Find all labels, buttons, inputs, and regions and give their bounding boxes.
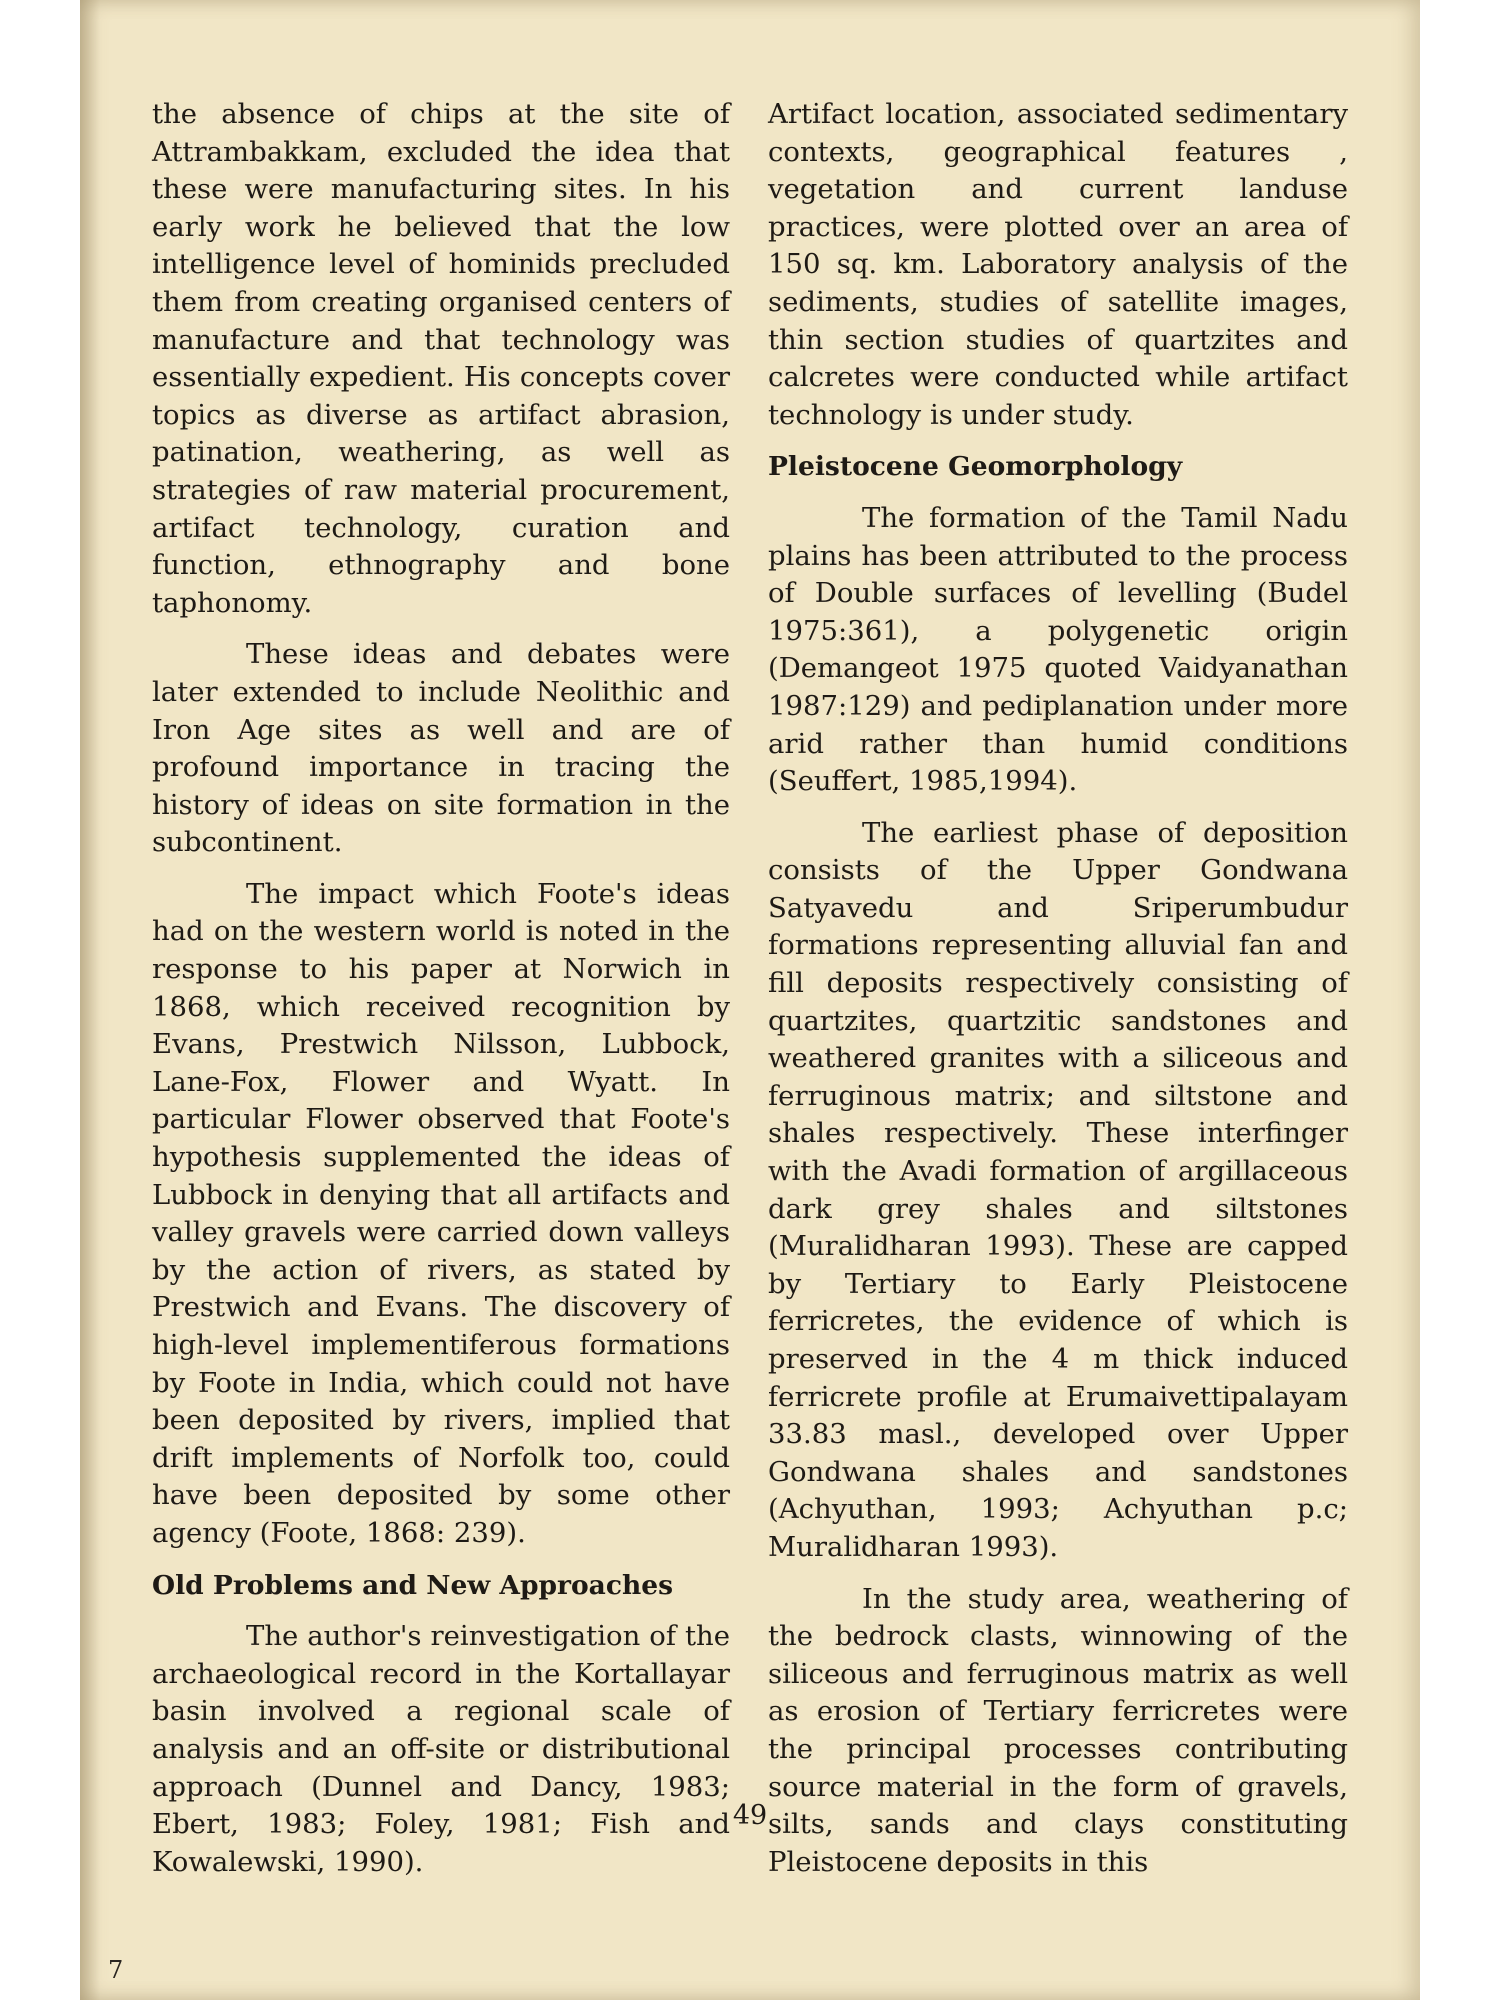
page-number: 49 [732, 1800, 768, 1831]
section-heading-old-problems: Old Problems and New Approaches [152, 1569, 674, 1601]
binding-shadow [80, 0, 100, 2000]
right-paragraph-2: The formation of the Tamil Nadu plains has been attributed to the process of Double surfaces of levelling (Budel 1975:361), a polygenetic origin (Demangeot 1975 quoted Vaidyanathan 1987:129) and pediplanation under more arid rather than humid conditions (Seuffert, 1985,1994). [768, 501, 1348, 798]
right-paragraph-4: In the study area, weathering of the bedrock clasts, winnowing of the siliceous and ferruginous matrix as well as erosion of Tertiary ferricretes were the principal processes contributing source material in the form of gravels, silts, sands and clays constituting Pleistocene deposits in this [768, 1582, 1348, 1878]
left-paragraph-2: These ideas and debates were later extended to include Neolithic and Iron Age sites as well and are of profound importance in tracing the history of ideas on site formation in the subcontinent. [152, 638, 730, 859]
margin-mark: 7 [108, 1956, 124, 1984]
right-paragraph-3: The earliest phase of deposition consists of the Upper Gondwana Satyavedu and Sriperumbudur formations representing alluvial fan and fill deposits respectively consisting of quartzites, quartzitic sandstones and weathered granites with a siliceous and ferruginous matrix; and siltstone and shales respectively. These interfinger with the Avadi formation of argillaceous dark grey shales and siltstones (Muralidharan 1993). These are capped by Tertiary to Early Pleistocene ferricretes, the evidence of which is preserved in the 4 m thick induced ferricrete profile at Erumaivettipalayam 33.83 masl., developed over Upper Gondwana shales and sandstones (Achyuthan, 1993; Achyuthan p.c; Muralidharan 1993). [768, 816, 1348, 1563]
left-paragraph-1: the absence of chips at the site of Attrambakkam, excluded the idea that these were manufacturing sites. In his early work he believed that the low intelligence level of hominids precluded them from creating organised centers of manufacture and that technology was essentially expedient. His concepts cover topics as diverse as artifact abrasion, patination, weathering, as well as strategies of raw material procurement, artifact technology, curation and function, ethnography and bone taphonomy. [152, 98, 730, 619]
left-paragraph-4: The author's reinvestigation of the archaeological record in the Kortallayar basin involved a regional scale of analysis and an off-site or distributional approach (Dunnel and Dancy, 1983; Ebert, 1983; Foley, 1981; Fish and Kowalewski, 1990). [152, 1620, 730, 1878]
left-paragraph-3: The impact which Foote's ideas had on the western world is noted in the response to his paper at Norwich in 1868, which received recognition by Evans, Prestwich Nilsson, Lubbock, Lane-Fox, Flower and Wyatt. In particular Flower observed that Foote's hypothesis supplemented the ideas of Lubbock in denying that all artifacts and valley gravels were carried down valleys by the action of rivers, as stated by Prestwich and Evans. The discovery of high-level implementiferous formations by Foote in India, which could not have been deposited by rivers, implied that drift implements of Norfolk too, could have been deposited by some other agency (Foote, 1868: 239). [152, 877, 730, 1549]
right-column [768, 96, 1348, 1895]
section-heading-pleistocene: Pleistocene Geomorphology [768, 451, 1183, 483]
left-column [152, 96, 730, 1895]
right-paragraph-1: Artifact location, associated sedimentary contexts, geographical features , vegetation and current landuse practices, were plotted over an area of 150 sq. km. Laboratory analysis of the sediments, studies of satellite images, thin section studies of quartzites and calcretes were conducted while artifact technology is under study. [768, 98, 1348, 431]
